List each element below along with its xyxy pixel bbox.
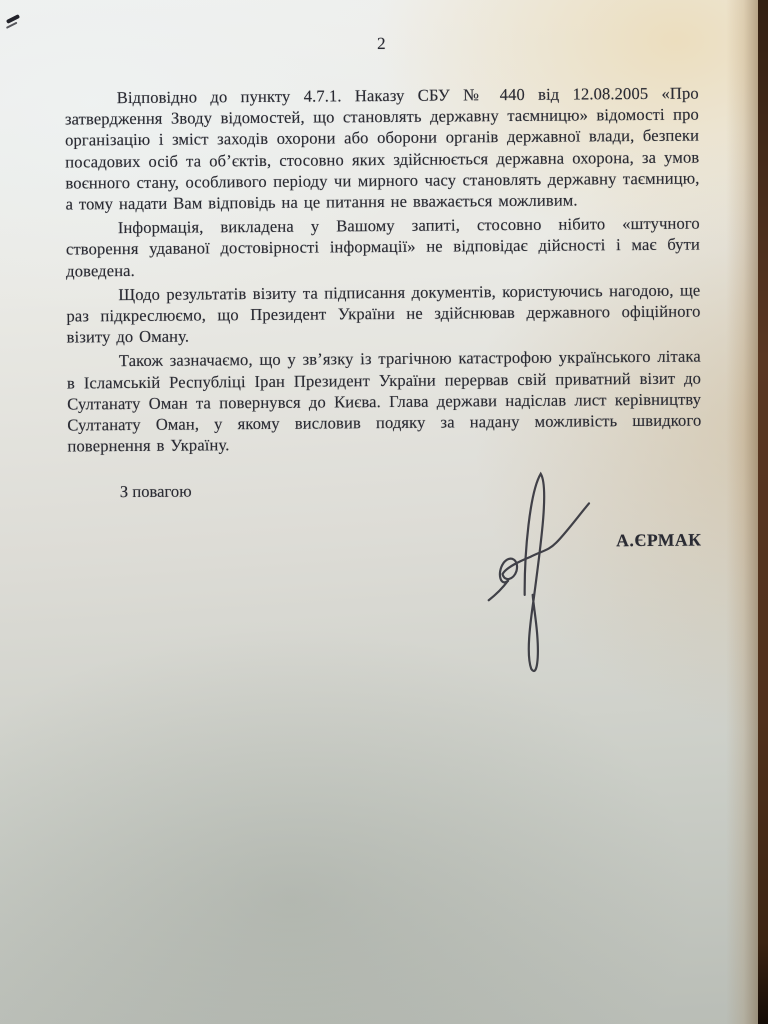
signer-name: А.ЄРМАК — [616, 529, 702, 551]
letter-body — [65, 83, 702, 457]
page-number: 2 — [377, 33, 386, 54]
paragraph-secrecy-response: Відповідно до пункту 4.7.1. Наказу СБУ № 440 від 12.08.2005 «Про затвердження Зводу відомостей, що становлять державну таємницю» відомості про організацію і зміст заходів охорони або оборони органів державної влади, безпеки посадових осіб та об’єктів, стосовно яких здійснюється державна охорона, за умов воєнного стану, особливого періоду чи мирного часу становлять державну таємницю, а тому надати Вам відповідь на це питання не вважається можливим. — [64, 83, 700, 214]
signature-block — [68, 498, 704, 753]
closing-salutation: З повагою — [119, 481, 192, 502]
paragraph-information-claim: Інформація, викладена у Вашому запиті, стосовно нібито «штучного створення удаваної достовірності інформації» не відповідає дійсності і має бути доведена. — [65, 213, 701, 281]
paragraph-iran-catastrophe: Також зазначаємо, що у зв’язку із трагічною катастрофою українського літака в Ісламській Республіці Іран Президент України перервав свій приватний візит до Султанату Оман та повернувся до Києва. Глава держави надіслав лист керівництву Султанату Оман, у якому висловив подяку за надану можливість швидкого повернення в Україну. — [66, 346, 702, 456]
paragraph-visit-results: Щодо результатів візиту та підписання документів, користуючись нагодою, ще раз підкреслюємо, що Президент України не здійснював державного офіційного візиту до Оману. — [66, 280, 701, 347]
signature-icon — [486, 467, 600, 682]
